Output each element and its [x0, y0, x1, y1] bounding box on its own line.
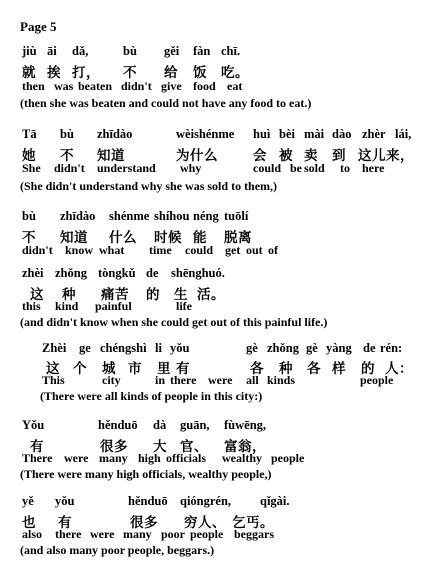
translation-line — [0, 467, 425, 483]
pinyin-word: gěi — [164, 44, 180, 58]
hanzi-word: 也 — [22, 515, 36, 530]
hanzi-word: 为什么 — [176, 148, 218, 163]
hanzi-word: 里 — [157, 361, 171, 376]
english-word: in — [155, 373, 166, 387]
hanzi-word: 不 — [22, 230, 36, 245]
pinyin-word: zhīdào — [97, 127, 133, 141]
english-word: there — [170, 373, 197, 387]
english-word: here — [362, 161, 385, 175]
translation-text: (and didn't know when she could get out of this painful life.) — [20, 315, 328, 329]
hanzi-word: 被 — [279, 148, 293, 163]
pinyin-word: yǒu — [55, 494, 75, 508]
hanzi-word: 市 — [128, 361, 142, 376]
english-gloss-line — [0, 299, 425, 315]
english-word: many — [123, 527, 152, 541]
hanzi-word: 知道 — [60, 230, 88, 245]
pinyin-word: Zhèi — [42, 341, 67, 355]
hanzi-word: 吃。 — [221, 65, 249, 80]
hanzi-word: 这儿来， — [358, 148, 414, 163]
pinyin-word: gè — [246, 341, 258, 355]
english-word: was — [54, 79, 74, 93]
hanzi-line — [0, 61, 425, 80]
pinyin-word: gè — [306, 341, 318, 355]
english-gloss-line — [0, 527, 425, 543]
hanzi-word: 不 — [60, 148, 74, 163]
hanzi-word: 打， — [72, 65, 100, 80]
pinyin-word: tòngkǔ — [98, 266, 136, 280]
hanzi-word: 活。 — [197, 287, 225, 302]
hanzi-word: 个 — [73, 361, 87, 376]
pinyin-word: jiù — [22, 44, 37, 58]
hanzi-word: 生 — [174, 287, 188, 302]
page-label: Page 5 — [20, 19, 57, 34]
english-word: kind — [55, 299, 79, 313]
hanzi-word: 人： — [385, 361, 413, 376]
english-word: time — [149, 243, 172, 257]
english-word: This — [42, 373, 65, 387]
english-word: what — [99, 243, 125, 257]
hanzi-word: 种 — [62, 287, 76, 302]
pinyin-word: fàn — [193, 44, 211, 58]
pinyin-word: qióngrén, — [180, 494, 232, 508]
hanzi-line — [0, 435, 425, 454]
hanzi-word: 她 — [22, 148, 36, 163]
pinyin-word: mài — [304, 127, 325, 141]
pinyin-word: Tā — [22, 127, 37, 141]
hanzi-word: 各 — [307, 361, 321, 376]
pinyin-word: dào — [332, 127, 352, 141]
hanzi-word: 能 — [193, 230, 207, 245]
translation-line — [0, 389, 425, 405]
english-word: sold — [304, 161, 325, 175]
hanzi-word: 穷人、 — [184, 515, 226, 530]
pinyin-word: huì — [253, 127, 271, 141]
english-word: understand — [97, 161, 156, 175]
pinyin-word: chī. — [221, 44, 241, 58]
english-word: to — [340, 161, 350, 175]
english-gloss-line — [0, 451, 425, 467]
english-word: get — [225, 243, 241, 257]
pinyin-word: yě — [22, 494, 34, 508]
english-word: also — [22, 527, 43, 541]
hanzi-word: 时候 — [154, 230, 182, 245]
pinyin-word: hěnduō — [128, 494, 168, 508]
english-word: wealthy — [222, 451, 262, 465]
hanzi-word: 不 — [123, 65, 137, 80]
hanzi-word: 饭 — [193, 65, 207, 80]
pinyin-line — [0, 341, 425, 357]
pinyin-word: zhǒng — [55, 266, 87, 280]
pinyin-word: lái, — [395, 127, 412, 141]
english-word: give — [161, 79, 182, 93]
hanzi-line — [0, 357, 425, 376]
pinyin-line — [0, 44, 425, 60]
english-word: beaten — [78, 79, 112, 93]
english-word: city — [102, 373, 121, 387]
english-word: were — [64, 451, 89, 465]
english-word: be — [290, 161, 302, 175]
hanzi-word: 很多 — [100, 439, 128, 454]
hanzi-word: 富翁， — [224, 439, 266, 454]
pinyin-word: rén: — [380, 341, 403, 355]
pinyin-word: shíhou — [154, 209, 190, 223]
pinyin-word: zhèr — [362, 127, 386, 141]
pinyin-word: guān, — [180, 418, 210, 432]
english-word: didn't — [22, 243, 53, 257]
english-word: She — [22, 161, 41, 175]
pinyin-word: dà — [153, 418, 167, 432]
pinyin-word: zhīdào — [60, 209, 96, 223]
translation-text: (then she was beaten and could not have any food to eat.) — [20, 96, 312, 110]
english-gloss-line — [0, 373, 425, 389]
hanzi-word: 脱离 — [224, 230, 252, 245]
translation-line — [0, 315, 425, 331]
english-gloss-line — [0, 243, 425, 259]
hanzi-word: 这 — [46, 361, 60, 376]
pinyin-word: zhǒng — [267, 341, 299, 355]
english-word: then — [22, 79, 45, 93]
hanzi-word: 种 — [279, 361, 293, 376]
pinyin-word: shénme — [109, 209, 150, 223]
english-word: could — [253, 161, 282, 175]
pinyin-line — [0, 127, 425, 143]
english-word: There — [22, 451, 53, 465]
english-word: out — [246, 243, 263, 257]
hanzi-word: 有 — [176, 361, 190, 376]
pinyin-word: chéngshì — [100, 341, 147, 355]
hanzi-word: 官、 — [180, 439, 208, 454]
pinyin-word: hěnduō — [98, 418, 138, 432]
translation-text: (There were all kinds of people in this city:) — [40, 389, 263, 403]
hanzi-word: 城 — [102, 361, 116, 376]
pinyin-word: bù — [123, 44, 137, 58]
english-word: know — [65, 243, 94, 257]
english-word: beggars — [234, 527, 274, 541]
pinyin-word: zhèi — [22, 266, 44, 280]
english-word: were — [90, 527, 115, 541]
english-gloss-line — [0, 161, 425, 177]
english-word: there — [55, 527, 82, 541]
pinyin-line — [0, 418, 425, 434]
hanzi-word: 的 — [361, 361, 375, 376]
pinyin-word: Yǒu — [22, 418, 45, 432]
translation-text: (There were many high officials, wealthy people,) — [20, 467, 272, 481]
hanzi-line — [0, 283, 425, 302]
english-word: life — [176, 299, 192, 313]
pinyin-word: de — [363, 341, 376, 355]
pinyin-word: yàng — [326, 341, 352, 355]
english-word: could — [185, 243, 214, 257]
hanzi-word: 各 — [250, 361, 264, 376]
english-word: people — [360, 373, 394, 387]
english-word: didn't — [54, 161, 85, 175]
english-word: poor — [161, 527, 185, 541]
english-word: eat — [227, 79, 243, 93]
hanzi-word: 知道 — [97, 148, 125, 163]
pinyin-word: āi — [47, 44, 57, 58]
english-word: of — [268, 243, 278, 257]
hanzi-word: 到 — [332, 148, 346, 163]
translation-text: (and also many poor people, beggars.) — [20, 543, 215, 557]
pinyin-word: bèi — [279, 127, 295, 141]
pinyin-word: dǎ, — [72, 44, 89, 58]
hanzi-word: 痛苦 — [101, 287, 129, 302]
english-word: were — [208, 373, 233, 387]
hanzi-word: 给 — [164, 65, 178, 80]
hanzi-word: 的 — [146, 287, 160, 302]
hanzi-word: 就 — [22, 65, 36, 80]
pinyin-word: li — [155, 341, 162, 355]
hanzi-word: 什么 — [109, 230, 137, 245]
pinyin-word: shēnghuó. — [171, 266, 225, 280]
hanzi-line — [0, 226, 425, 245]
translation-line — [0, 543, 425, 559]
pinyin-word: de — [146, 266, 159, 280]
english-word: many — [99, 451, 128, 465]
pinyin-word: ge — [79, 341, 91, 355]
hanzi-word: 乞丐。 — [232, 515, 274, 530]
english-word: people — [190, 527, 224, 541]
hanzi-word: 有 — [30, 439, 44, 454]
english-word: this — [22, 299, 41, 313]
translation-text: (She didn't understand why she was sold to them,) — [20, 179, 278, 193]
pinyin-line — [0, 209, 425, 225]
english-word: why — [180, 161, 202, 175]
english-word: kinds — [267, 373, 296, 387]
hanzi-word: 很多 — [130, 515, 158, 530]
hanzi-word: 卖 — [304, 148, 318, 163]
english-word: painful — [95, 299, 132, 313]
hanzi-line — [0, 511, 425, 530]
english-word: high — [138, 451, 161, 465]
hanzi-word: 这 — [30, 287, 44, 302]
english-word: people — [271, 451, 305, 465]
english-word: officials — [166, 451, 206, 465]
pinyin-line — [0, 494, 425, 510]
pinyin-word: yǒu — [170, 341, 190, 355]
hanzi-word: 会 — [253, 148, 267, 163]
pinyin-word: bù — [22, 209, 36, 223]
pinyin-word: bù — [60, 127, 74, 141]
pinyin-line — [0, 266, 425, 282]
hanzi-word: 有 — [58, 515, 72, 530]
pinyin-word: néng — [193, 209, 219, 223]
english-gloss-line — [0, 79, 425, 95]
translation-line — [0, 96, 425, 112]
pinyin-word: qǐgài. — [260, 494, 290, 508]
hanzi-line — [0, 144, 425, 163]
pinyin-word: tuōlí — [224, 209, 249, 223]
english-word: all — [246, 373, 259, 387]
hanzi-word: 大 — [153, 439, 167, 454]
translation-line — [0, 179, 425, 195]
english-word: didn't — [121, 79, 152, 93]
english-word: food — [193, 79, 216, 93]
pinyin-word: fùwēng, — [224, 418, 267, 432]
pinyin-word: wèishénme — [176, 127, 235, 141]
hanzi-word: 样 — [332, 361, 346, 376]
hanzi-word: 挨 — [47, 65, 61, 80]
